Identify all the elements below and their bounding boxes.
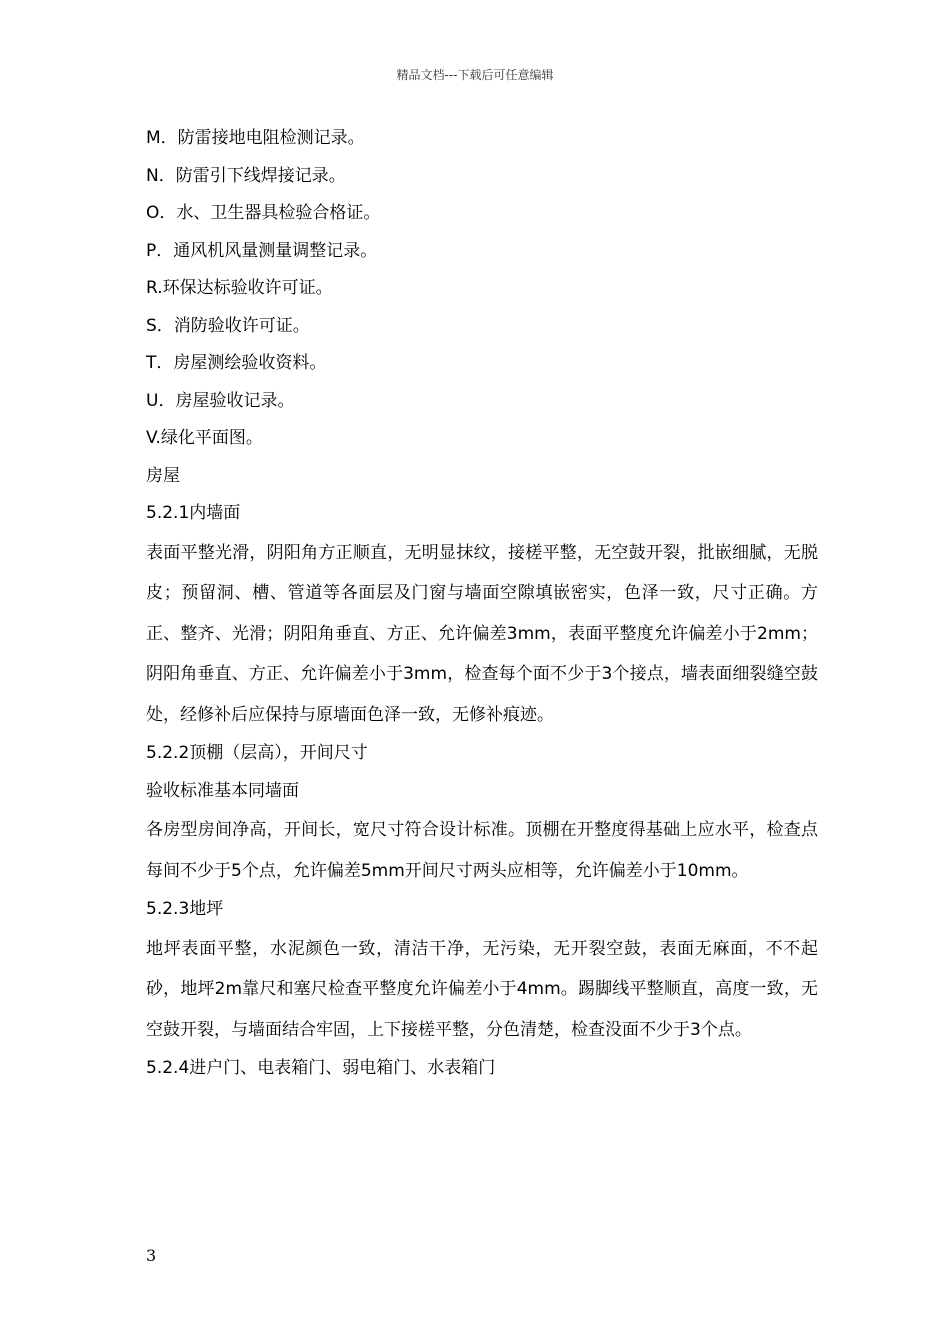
page-header: 精品文档---下载后可任意编辑 [396,68,554,82]
section-paragraph: 地坪表面平整，水泥颜色一致，清洁干净，无污染，无开裂空鼓，表面无麻面，不不起砂，地坪2m靠尺和塞尺检查平整度允许偏差小于4mm。踢脚线平整顺直，高度一致，无空鼓开裂，与墙面结合牢固，上下接槎平整，分色清楚，检查没面不少于3个点。 [146,938,818,1040]
section-heading: 5.2.3地坪 [146,899,224,919]
section-heading: 5.2.1内墙面 [146,503,241,523]
list-item: R.环保达标验收许可证。 [146,278,333,298]
list-item: M．防雷接地电阻检测记录。 [146,128,365,148]
section-heading: 5.2.2顶棚（层高），开间尺寸 [146,743,368,763]
section-subheading: 验收标准基本同墙面 [146,780,299,801]
list-item: O．水、卫生器具检验合格证。 [146,203,381,223]
section-title: 房屋 [146,465,180,486]
document-body [146,120,818,1088]
list-item: V.绿化平面图。 [146,428,263,448]
list-item: T．房屋测绘验收资料。 [146,353,327,373]
section-paragraph: 各房型房间净高，开间长，宽尺寸符合设计标准。顶棚在开整度得基础上应水平，检查点每间不少于5个点，允许偏差5mm开间尺寸两头应相等，允许偏差小于10mm。 [146,820,818,881]
list-item: S．消防验收许可证。 [146,315,310,336]
page-number: 3 [146,1246,157,1265]
list-item: P．通风机风量测量调整记录。 [146,240,378,261]
list-item: U．房屋验收记录。 [146,390,295,411]
section-heading: 5.2.4进户门、电表箱门、弱电箱门、水表箱门 [146,1058,496,1078]
list-item: N．防雷引下线焊接记录。 [146,165,346,186]
section-paragraph: 表面平整光滑，阴阳角方正顺直，无明显抹纹，接槎平整，无空鼓开裂，批嵌细腻，无脱皮；预留洞、槽、管道等各面层及门窗与墙面空隙填嵌密实，色泽一致，尺寸正确。方正、整齐、光滑；阴阳角垂直、方正、允许偏差3mm，表面平整度允许偏差小于2mm；阴阳角垂直、方正、允许偏差小于3mm，检查每个面不少于3个接点，墙表面细裂缝空鼓处，经修补后应保持与原墙面色泽一致，无修补痕迹。 [146,542,818,725]
